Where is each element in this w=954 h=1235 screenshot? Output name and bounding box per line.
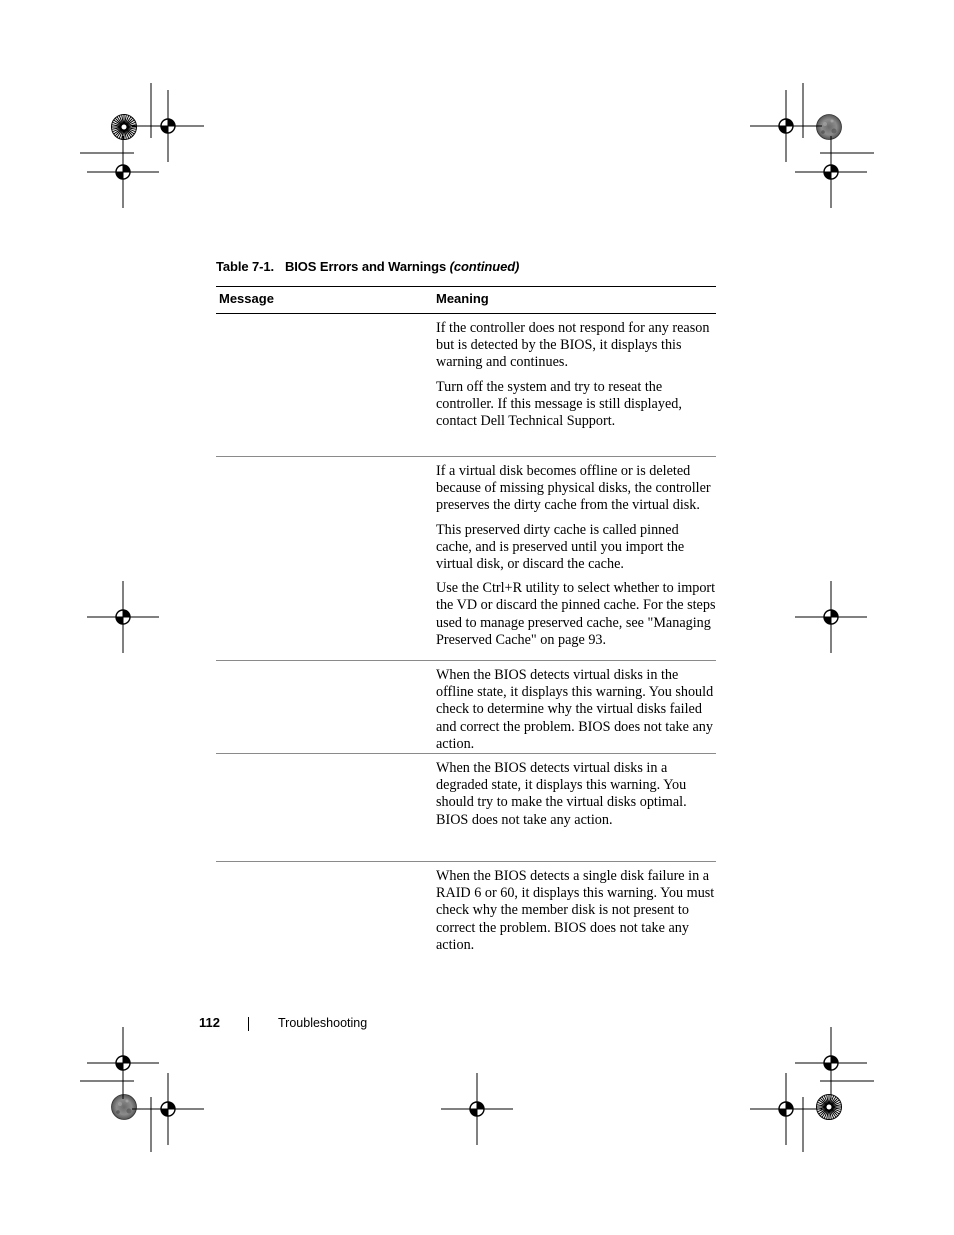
table-caption-number: Table 7-1. [216, 259, 275, 274]
table-row [216, 862, 716, 962]
table-row [216, 661, 716, 754]
meaning-paragraph: If a virtual disk becomes offline or is deleted because of missing physical disks, the controller preserves the dirty cache from the virtual disk. [436, 463, 711, 514]
section-title: Troubleshooting [278, 1016, 368, 1030]
meaning-paragraph: Use the Ctrl+R utility to select whether to import the VD or discard the pinned cache. For the steps used to manage preserved cache, see "Managing Preserved Cache" on page 93. [436, 580, 716, 648]
meaning-paragraph: Turn off the system and try to reseat the controller. If this message is still displayed, contact Dell Technical Support. [436, 378, 682, 430]
header-message: Message [219, 291, 274, 306]
meaning-paragraph: When the BIOS detects a single disk failure in a RAID 6 or 60, it displays this warning. You must check why the member disk is not present to correct the problem. BIOS does not take any action. [436, 868, 715, 953]
row-meaning-cell [436, 862, 716, 954]
meaning-paragraph: When the BIOS detects virtual disks in the offline state, it displays this warning. You should check to determine why the virtual disks failed and correct the problem. BIOS does not take any action. [436, 667, 714, 752]
meaning-paragraph: This preserved dirty cache is called pinned cache, and is preserved until you import the virtual disk, or discard the cache. [436, 521, 685, 573]
row-meaning-cell [436, 314, 716, 430]
table-caption-continued: (continued) [449, 259, 520, 274]
header-meaning: Meaning [436, 291, 489, 306]
bios-errors-table [216, 286, 716, 962]
table-caption-title: BIOS Errors and Warnings [285, 259, 447, 274]
table-row [216, 457, 716, 661]
table-row [216, 754, 716, 862]
meaning-paragraph: If the controller does not respond for any reason but is detected by the BIOS, it displays this warning and continues. [436, 320, 710, 371]
meaning-paragraph: When the BIOS detects virtual disks in a degraded state, it displays this warning. You should try to make the virtual disks optimal. BIOS does not take any action. [436, 760, 687, 828]
row-meaning-cell [436, 661, 716, 753]
table-row [216, 314, 716, 457]
row-meaning-cell [436, 457, 716, 649]
table-header [216, 286, 716, 314]
row-meaning-cell [436, 754, 716, 829]
page-number: 112 [199, 1015, 220, 1030]
footer-divider [248, 1017, 249, 1031]
table-caption [216, 259, 519, 274]
